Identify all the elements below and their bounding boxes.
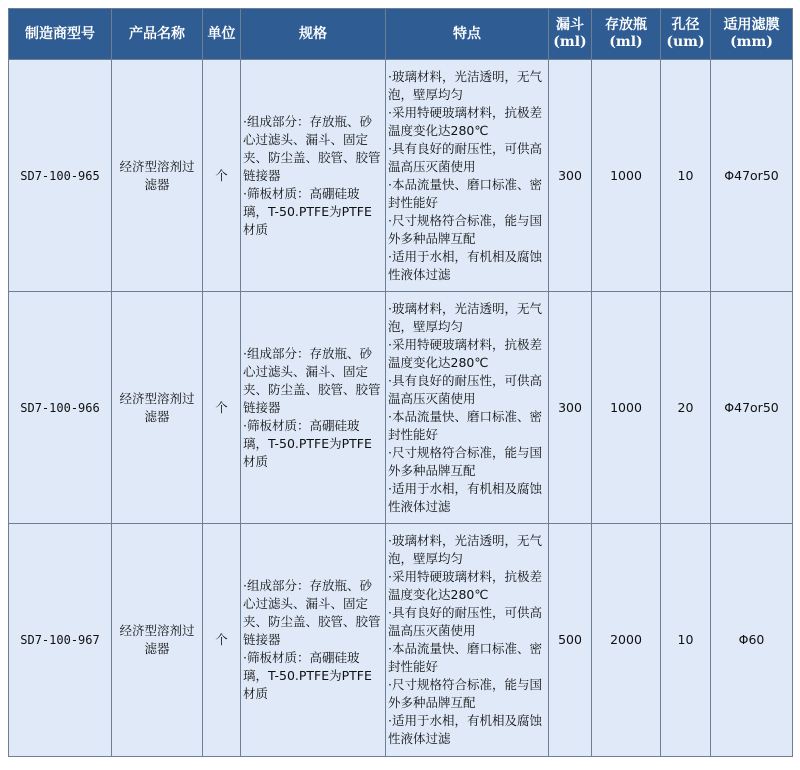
cell-spec: ·组成部分：存放瓶、砂心过滤头、漏斗、固定夹、防尘盖、胶管、胶管链接器 ·筛板材质：高硼硅玻璃，T-50.PTFE为PTFE材质 [241, 524, 386, 757]
table-row [9, 292, 793, 524]
cell-name: 经济型溶剂过滤器 [112, 60, 203, 292]
cell-membrane: Φ47or50 [711, 60, 793, 292]
cell-unit: 个 [203, 60, 241, 292]
header-feature: 特点 [386, 9, 549, 60]
header-membrane: 适用滤膜 (mm) [711, 9, 793, 60]
header-unit: 单位 [203, 9, 241, 60]
cell-funnel: 300 [549, 60, 592, 292]
cell-unit: 个 [203, 292, 241, 524]
cell-model: SD7-100-966 [9, 292, 112, 524]
header-spec: 规格 [241, 9, 386, 60]
cell-feature: ·玻璃材料，光洁透明，无气泡，壁厚均匀 ·采用特硬玻璃材料，抗极差温度变化达280℃ ·具有良好的耐压性，可供高温高压灭菌使用 ·本品流量快、磨口标准、密封性能好 ·尺寸规格符合标准，能与国外多种品牌互配 ·适用于水相，有机相及腐蚀性液体过滤 [386, 292, 549, 524]
cell-spec: ·组成部分：存放瓶、砂心过滤头、漏斗、固定夹、防尘盖、胶管、胶管链接器 ·筛板材质：高硼硅玻璃，T-50.PTFE为PTFE材质 [241, 60, 386, 292]
header-funnel: 漏斗 (ml) [549, 9, 592, 60]
header-bottle: 存放瓶 (ml) [592, 9, 661, 60]
cell-membrane: Φ47or50 [711, 292, 793, 524]
cell-bottle: 1000 [592, 60, 661, 292]
table-row [9, 524, 793, 757]
cell-unit: 个 [203, 524, 241, 757]
cell-pore: 10 [661, 60, 711, 292]
header-row [9, 9, 793, 60]
table-row [9, 60, 793, 292]
header-model: 制造商型号 [9, 9, 112, 60]
cell-model: SD7-100-965 [9, 60, 112, 292]
cell-bottle: 2000 [592, 524, 661, 757]
cell-pore: 20 [661, 292, 711, 524]
header-name: 产品名称 [112, 9, 203, 60]
cell-feature: ·玻璃材料，光洁透明，无气泡，壁厚均匀 ·采用特硬玻璃材料，抗极差温度变化达280℃ ·具有良好的耐压性，可供高温高压灭菌使用 ·本品流量快、磨口标准、密封性能好 ·尺寸规格符合标准，能与国外多种品牌互配 ·适用于水相，有机相及腐蚀性液体过滤 [386, 524, 549, 757]
cell-feature: ·玻璃材料，光洁透明，无气泡，壁厚均匀 ·采用特硬玻璃材料，抗极差温度变化达280℃ ·具有良好的耐压性，可供高温高压灭菌使用 ·本品流量快、磨口标准、密封性能好 ·尺寸规格符合标准，能与国外多种品牌互配 ·适用于水相，有机相及腐蚀性液体过滤 [386, 60, 549, 292]
header-pore: 孔径 (um) [661, 9, 711, 60]
cell-bottle: 1000 [592, 292, 661, 524]
cell-funnel: 500 [549, 524, 592, 757]
product-table [8, 8, 793, 757]
cell-name: 经济型溶剂过滤器 [112, 292, 203, 524]
cell-membrane: Φ60 [711, 524, 793, 757]
cell-pore: 10 [661, 524, 711, 757]
cell-funnel: 300 [549, 292, 592, 524]
cell-spec: ·组成部分：存放瓶、砂心过滤头、漏斗、固定夹、防尘盖、胶管、胶管链接器 ·筛板材质：高硼硅玻璃，T-50.PTFE为PTFE材质 [241, 292, 386, 524]
cell-name: 经济型溶剂过滤器 [112, 524, 203, 757]
cell-model: SD7-100-967 [9, 524, 112, 757]
